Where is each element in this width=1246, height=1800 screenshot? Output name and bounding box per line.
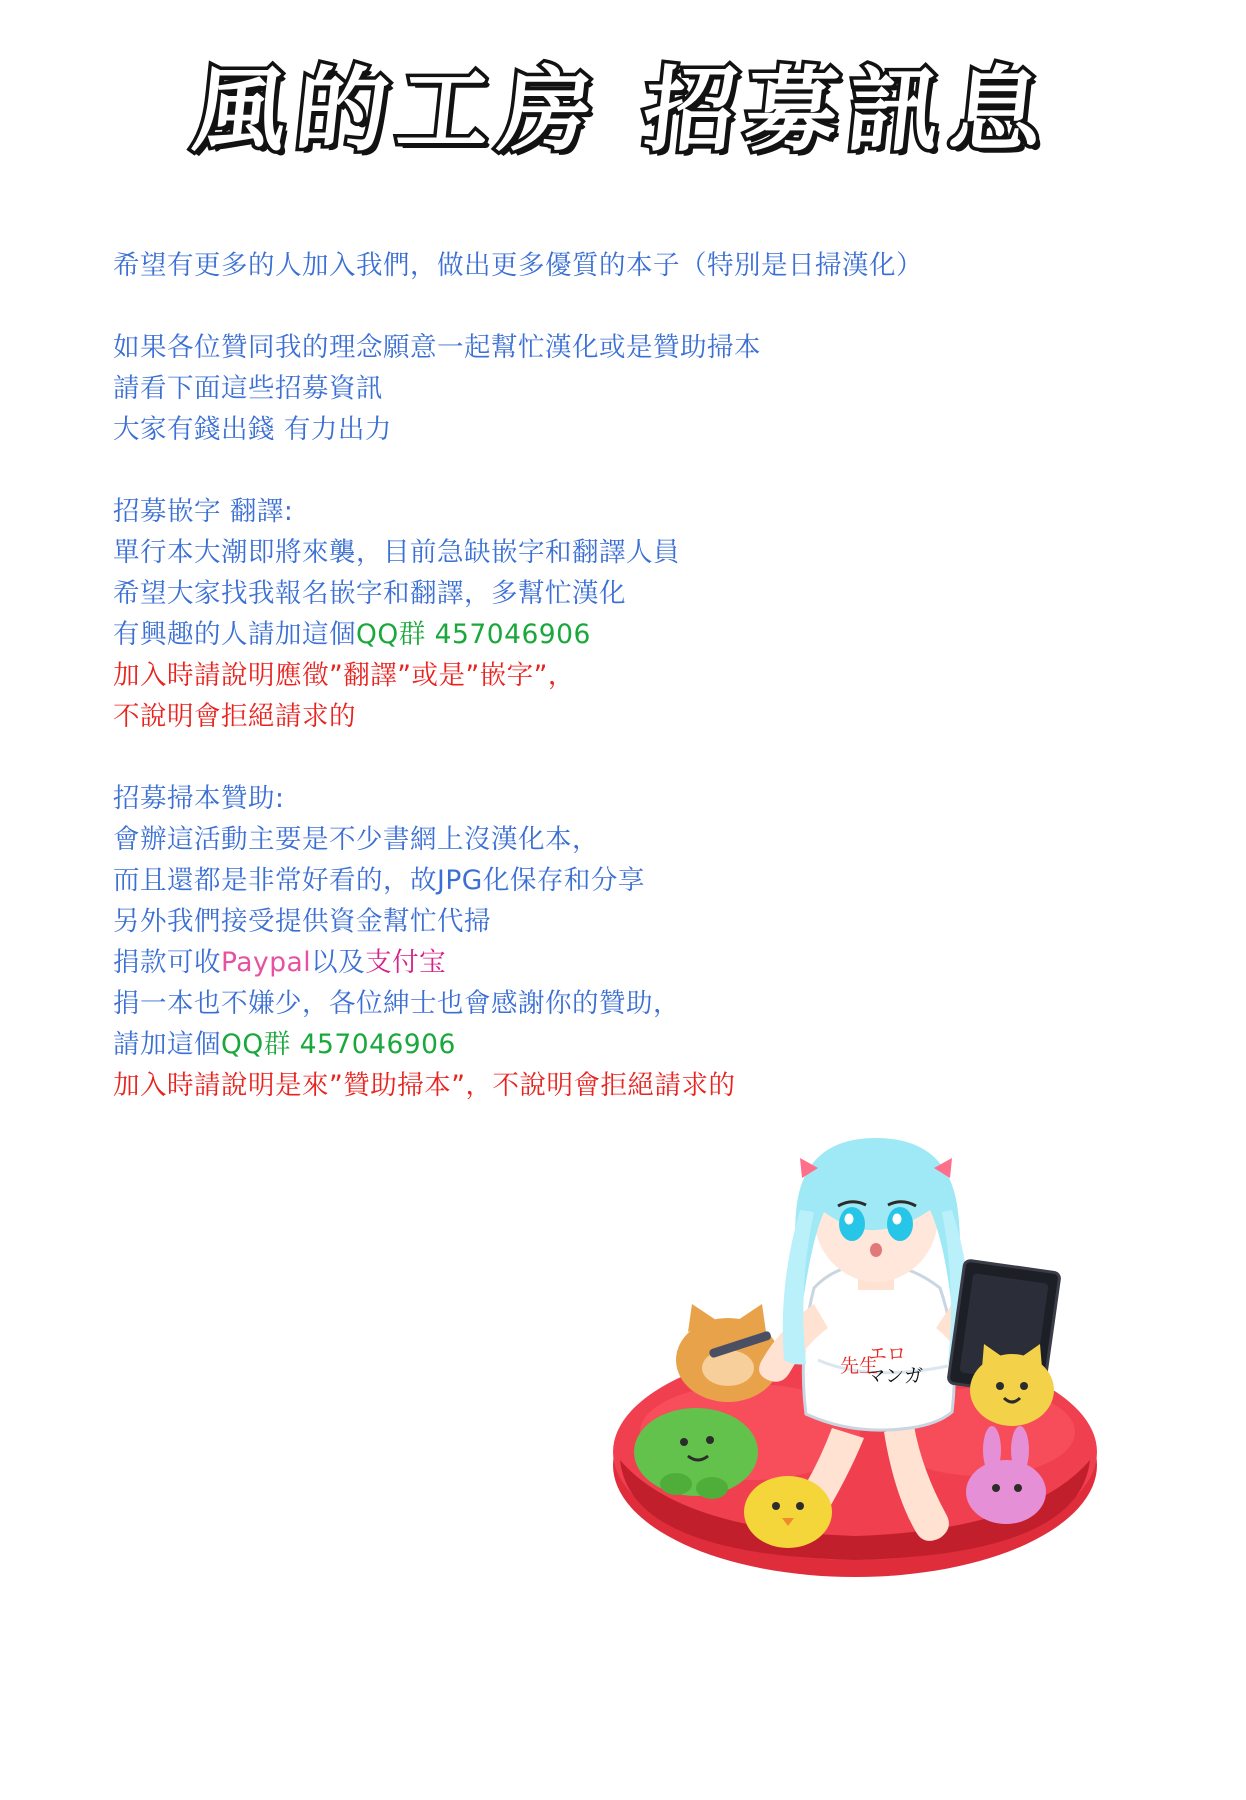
text-run: 招募掃本贊助: bbox=[113, 783, 285, 814]
text-run: 大家有錢出錢 有力出力 bbox=[113, 414, 392, 445]
text-run: 加入時請說明應徵”翻譯”或是”嵌字”， bbox=[113, 660, 575, 691]
text-run: 有興趣的人請加這個 bbox=[113, 619, 356, 650]
text-run: QQ群 457046906 bbox=[221, 1029, 456, 1060]
title-area bbox=[0, 58, 1246, 164]
text-run: 不說明會拒絕請求的 bbox=[113, 701, 356, 732]
text-block-recruit-typeset-translate bbox=[113, 491, 1113, 737]
text-block-recruit-scan-sponsor bbox=[113, 778, 1113, 1106]
text-run: Paypal bbox=[221, 947, 312, 978]
text-run: 單行本大潮即將來襲，目前急缺嵌字和翻譯人員 bbox=[113, 537, 680, 568]
text-run: QQ群 457046906 bbox=[356, 619, 591, 650]
illustration-anime-girl-on-beanbag bbox=[600, 1060, 1100, 1580]
text-run: 會辦這活動主要是不少書網上沒漢化本， bbox=[113, 824, 599, 855]
text-run: 支付宝 bbox=[365, 947, 447, 978]
text-run: 請加這個 bbox=[113, 1029, 221, 1060]
text-run: 加入時請說明是來”贊助掃本”，不說明會拒絕請求的 bbox=[113, 1070, 736, 1101]
shirt-text-sensei: 先生 bbox=[840, 1355, 879, 1377]
page-title: 風的工房 招募訊息 bbox=[188, 57, 1058, 164]
text-run: 如果各位贊同我的理念願意一起幫忙漢化或是贊助掃本 bbox=[113, 332, 761, 363]
text-run: 希望有更多的人加入我們，做出更多優質的本子（特別是日掃漢化） bbox=[113, 250, 923, 281]
shirt-text-ero: エロ bbox=[868, 1343, 907, 1365]
text-line bbox=[113, 655, 1113, 696]
text-line bbox=[113, 327, 1113, 368]
text-run: 招募嵌字 翻譯: bbox=[113, 496, 294, 527]
text-line bbox=[113, 368, 1113, 409]
shirt-text-manga: マンガ bbox=[866, 1365, 924, 1387]
text-line bbox=[113, 819, 1113, 860]
text-run: 請看下面這些招募資訊 bbox=[113, 373, 383, 404]
text-line bbox=[113, 245, 1113, 286]
text-line bbox=[113, 1024, 1113, 1065]
paragraph-spacer bbox=[113, 286, 1113, 327]
text-line bbox=[113, 491, 1113, 532]
paragraph-spacer bbox=[113, 450, 1113, 491]
text-run: 另外我們接受提供資金幫忙代掃 bbox=[113, 906, 491, 937]
text-block-appeal bbox=[113, 327, 1113, 450]
text-line bbox=[113, 901, 1113, 942]
text-run: 以及 bbox=[311, 947, 366, 978]
paragraph-spacer bbox=[113, 737, 1113, 778]
text-run: 捐款可收 bbox=[113, 947, 221, 978]
text-run: 而且還都是非常好看的，故JPG化保存和分享 bbox=[113, 865, 645, 896]
text-line bbox=[113, 860, 1113, 901]
text-line bbox=[113, 778, 1113, 819]
text-line bbox=[113, 409, 1113, 450]
text-run: 希望大家找我報名嵌字和翻譯，多幫忙漢化 bbox=[113, 578, 626, 609]
plush-yellow-chick bbox=[744, 1476, 832, 1548]
text-line bbox=[113, 983, 1113, 1024]
document-body bbox=[113, 245, 1113, 1106]
text-block-intro bbox=[113, 245, 1113, 286]
text-line bbox=[113, 532, 1113, 573]
text-line bbox=[113, 573, 1113, 614]
text-run: 捐一本也不嫌少，各位紳士也會感謝你的贊助， bbox=[113, 988, 680, 1019]
text-line bbox=[113, 614, 1113, 655]
text-line bbox=[113, 696, 1113, 737]
text-line bbox=[113, 942, 1113, 983]
